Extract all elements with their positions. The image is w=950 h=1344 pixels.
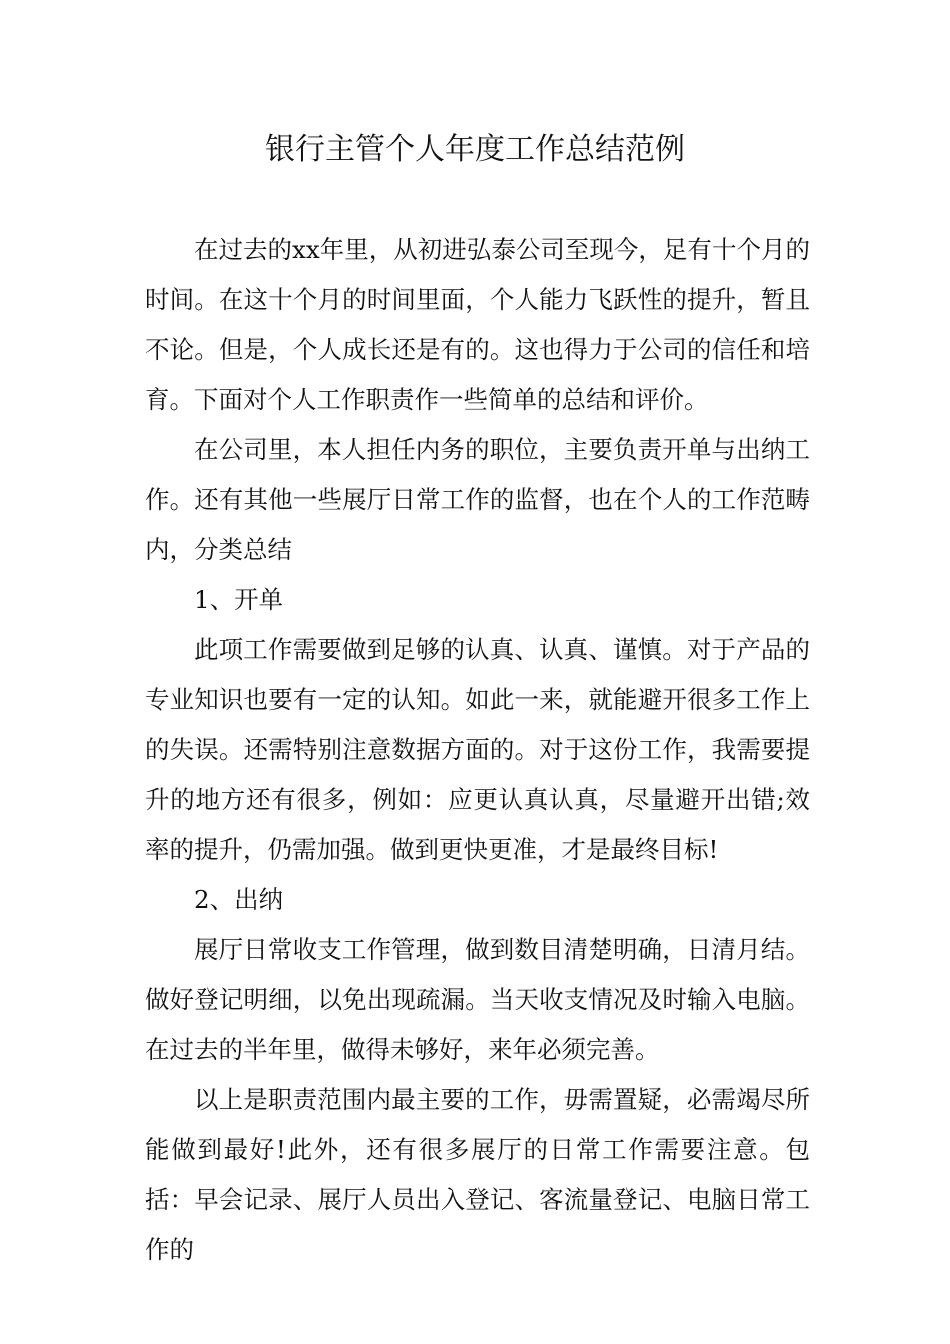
paragraph-billing: 此项工作需要做到足够的认真、认真、谨慎。对于产品的专业知识也要有一定的认知。如此一来，就能避开很多工作上的失误。还需特别注意数据方面的。对于这份工作，我需要提升的地方还有很多，例如：应更认真认真，尽量避开出错;效率的提升，仍需加强。做到更快更准，才是最终目标! [145, 635, 810, 864]
section-heading-billing: 1、开单 [194, 585, 284, 614]
paragraph-cashier: 展厅日常收支工作管理，做到数目清楚明确，日清月结。做好登记明细，以免出现疏漏。当天收支情况及时输入电脑。在过去的半年里，做得未够好，来年必须完善。 [145, 935, 810, 1064]
paragraph-intro: 在过去的xx年里，从初进弘泰公司至现今，足有十个月的时间。在这十个月的时间里面，个人能力飞跃性的提升，暂且不论。但是，个人成长还是有的。这也得力于公司的信任和培育。下面对个人工作职责作一些简单的总结和评价。 [145, 235, 810, 414]
document-title: 银行主管个人年度工作总结范例 [265, 132, 685, 167]
document-body [145, 225, 810, 1275]
paragraph-duties: 在公司里，本人担任内务的职位，主要负责开单与出纳工作。还有其他一些展厅日常工作的监督，也在个人的工作范畴内，分类总结 [145, 435, 810, 564]
section-heading-cashier: 2、出纳 [194, 885, 284, 914]
paragraph-other-duties: 以上是职责范围内最主要的工作，毋需置疑，必需竭尽所能做到最好!此外，还有很多展厅的日常工作需要注意。包括：早会记录、展厅人员出入登记、客流量登记、电脑日常工作的 [145, 1085, 810, 1264]
